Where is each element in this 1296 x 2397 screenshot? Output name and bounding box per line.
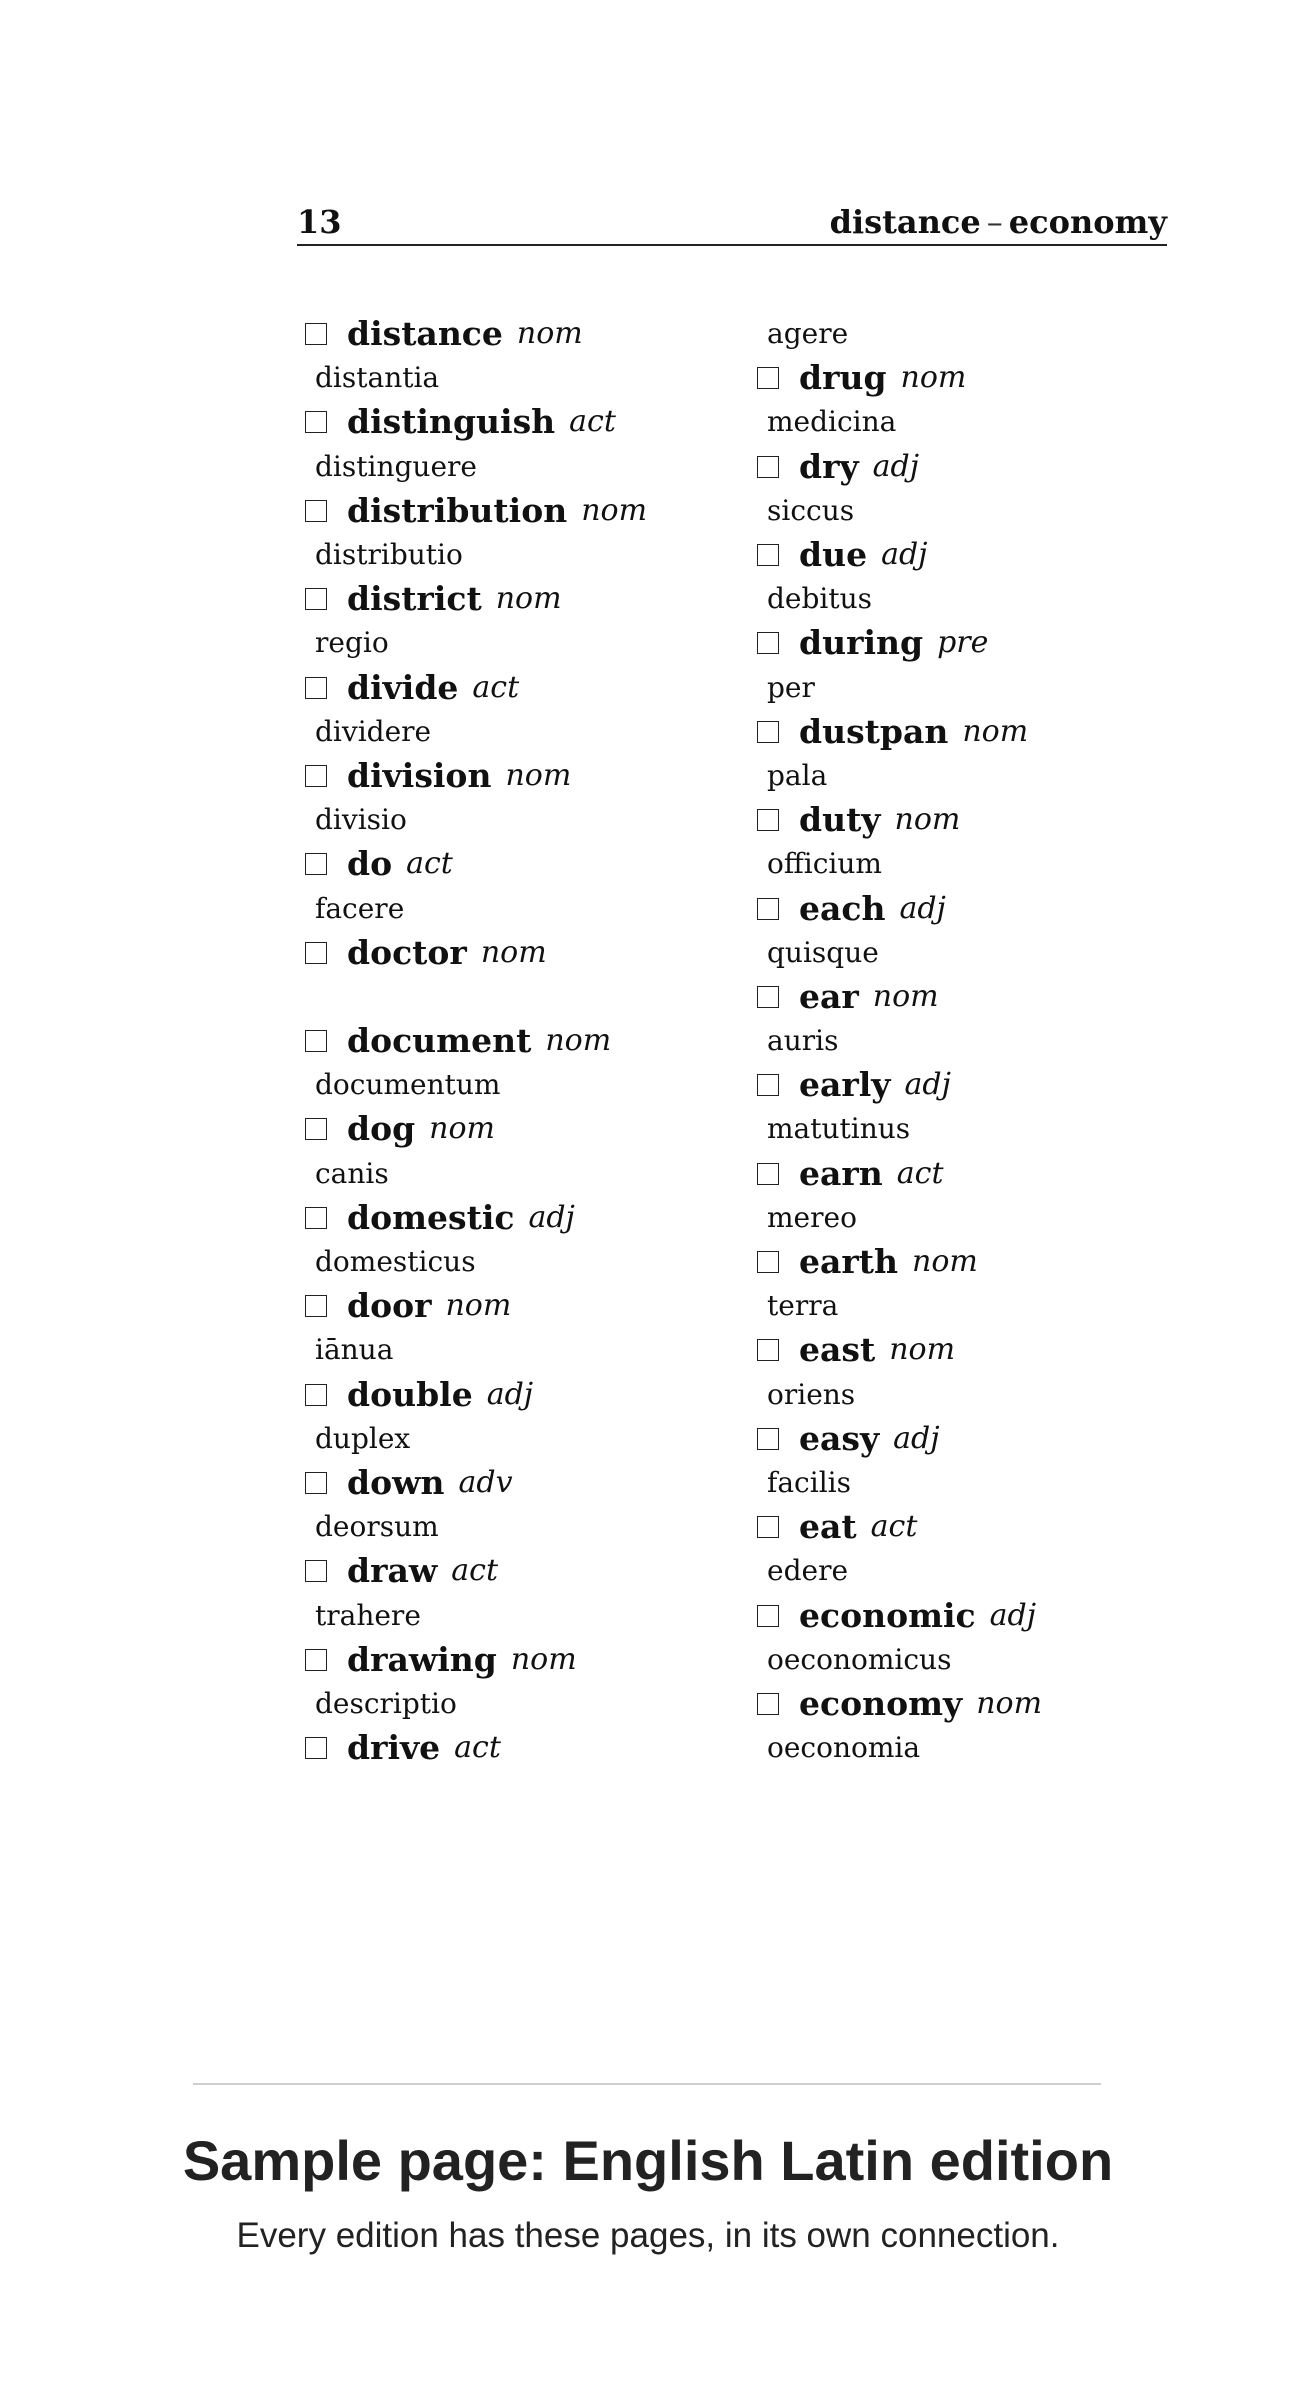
range-start: distance xyxy=(829,203,981,241)
headword: double xyxy=(347,1374,473,1414)
headword: ear xyxy=(799,976,859,1016)
translation: regio xyxy=(315,626,389,660)
entry-line xyxy=(305,1461,725,1505)
headword: economy xyxy=(799,1683,963,1723)
checkbox-icon[interactable] xyxy=(305,677,327,699)
checkbox-icon[interactable] xyxy=(305,853,327,875)
checkbox-icon[interactable] xyxy=(305,765,327,787)
checkbox-icon[interactable] xyxy=(757,898,779,920)
headword: easy xyxy=(799,1418,880,1458)
entry-line xyxy=(757,533,1177,577)
headword: dustpan xyxy=(799,711,949,751)
left-column xyxy=(305,312,725,1770)
entry-line xyxy=(757,1240,1177,1284)
entry-line xyxy=(757,356,1177,400)
entry-line xyxy=(305,489,725,533)
translation-line xyxy=(757,754,1177,798)
entry-line xyxy=(305,1549,725,1593)
checkbox-icon[interactable] xyxy=(757,1251,779,1273)
translation: auris xyxy=(767,1024,839,1058)
part-of-speech: adj xyxy=(528,1199,575,1235)
checkbox-icon[interactable] xyxy=(757,367,779,389)
entry-line xyxy=(757,445,1177,489)
translation: deorsum xyxy=(315,1510,439,1544)
translation: debitus xyxy=(767,582,873,616)
part-of-speech: nom xyxy=(510,1641,577,1677)
translation-line xyxy=(757,1284,1177,1328)
translation: mereo xyxy=(767,1200,857,1234)
translation-line xyxy=(305,1240,725,1284)
entry-line xyxy=(757,1328,1177,1372)
entry-line xyxy=(757,1505,1177,1549)
checkbox-icon[interactable] xyxy=(757,632,779,654)
translation: pala xyxy=(767,758,828,792)
part-of-speech: nom xyxy=(976,1685,1043,1721)
translation: canis xyxy=(315,1156,389,1190)
page-range xyxy=(830,204,1167,240)
translation: officium xyxy=(767,847,882,881)
range-end: economy xyxy=(1008,203,1167,241)
footer-title: Sample page: English Latin edition xyxy=(182,2129,1114,2192)
part-of-speech: adj xyxy=(486,1376,534,1412)
translation: documentum xyxy=(315,1068,501,1102)
checkbox-icon[interactable] xyxy=(757,809,779,831)
entry-line xyxy=(305,1196,725,1240)
entry-line xyxy=(757,886,1177,930)
part-of-speech: nom xyxy=(429,1111,496,1147)
part-of-speech: adj xyxy=(989,1597,1037,1633)
headword: door xyxy=(347,1286,432,1326)
checkbox-icon[interactable] xyxy=(757,721,779,743)
entry-line xyxy=(757,975,1177,1019)
translation: divisio xyxy=(315,803,407,837)
headword: dry xyxy=(799,446,859,486)
part-of-speech: nom xyxy=(912,1244,978,1280)
entry-line xyxy=(305,931,725,975)
checkbox-icon[interactable] xyxy=(757,1693,779,1715)
entry-line xyxy=(305,1726,725,1770)
checkbox-icon[interactable] xyxy=(305,1295,327,1317)
entry-line xyxy=(757,798,1177,842)
entry-line xyxy=(757,1417,1177,1461)
headword: east xyxy=(799,1330,876,1370)
checkbox-icon[interactable] xyxy=(305,1118,327,1140)
part-of-speech: nom xyxy=(545,1023,612,1059)
translation-line xyxy=(305,798,725,842)
headword: earn xyxy=(799,1153,883,1193)
part-of-speech: act xyxy=(870,1509,918,1545)
translation-line xyxy=(757,489,1177,533)
translation-line xyxy=(305,975,725,1019)
translation: per xyxy=(767,670,815,704)
checkbox-icon[interactable] xyxy=(305,323,327,345)
headword: each xyxy=(799,888,886,928)
checkbox-icon[interactable] xyxy=(757,456,779,478)
translation: oeconomicus xyxy=(767,1642,952,1676)
translation: trahere xyxy=(315,1598,421,1632)
headword: economic xyxy=(799,1595,976,1635)
page-number: 13 xyxy=(297,203,342,241)
headword: drug xyxy=(799,358,887,398)
translation-line xyxy=(305,621,725,665)
headword: draw xyxy=(347,1551,438,1591)
headword: earth xyxy=(799,1242,898,1282)
part-of-speech: nom xyxy=(495,581,562,617)
headword: divide xyxy=(347,667,459,707)
translation-line xyxy=(305,1417,725,1461)
translation-line xyxy=(757,1461,1177,1505)
page-header xyxy=(297,196,1167,246)
translation-line xyxy=(757,1196,1177,1240)
translation-line xyxy=(305,1682,725,1726)
translation-line xyxy=(305,356,725,400)
checkbox-icon[interactable] xyxy=(757,544,779,566)
entry-line xyxy=(305,754,725,798)
checkbox-icon[interactable] xyxy=(757,1428,779,1450)
headword: division xyxy=(347,755,492,795)
entry-line xyxy=(757,621,1177,665)
headword: domestic xyxy=(347,1197,515,1237)
translation: quisque xyxy=(767,935,879,969)
checkbox-icon[interactable] xyxy=(305,1207,327,1229)
translation-line xyxy=(757,1638,1177,1682)
translation: dividere xyxy=(315,714,432,748)
entry-line xyxy=(757,1593,1177,1637)
part-of-speech: adj xyxy=(899,890,946,926)
part-of-speech: adj xyxy=(904,1067,951,1103)
translation-line xyxy=(757,1549,1177,1593)
headword: distribution xyxy=(347,490,568,530)
translation-line xyxy=(757,842,1177,886)
translation-line xyxy=(757,931,1177,975)
entry-line xyxy=(305,577,725,621)
translation: iānua xyxy=(315,1333,394,1367)
checkbox-icon[interactable] xyxy=(305,1649,327,1671)
translation-line xyxy=(757,577,1177,621)
part-of-speech: act xyxy=(451,1553,499,1589)
translation-line xyxy=(305,1505,725,1549)
translation: siccus xyxy=(767,493,855,527)
entry-line xyxy=(305,666,725,710)
checkbox-icon[interactable] xyxy=(305,1737,327,1759)
headword: during xyxy=(799,623,924,663)
translation: terra xyxy=(767,1289,839,1323)
headword: doctor xyxy=(347,932,467,972)
part-of-speech: act xyxy=(896,1155,944,1191)
translation: facere xyxy=(315,891,405,925)
translation-line xyxy=(305,1593,725,1637)
translation: edere xyxy=(767,1554,849,1588)
translation: domesticus xyxy=(315,1245,476,1279)
checkbox-icon[interactable] xyxy=(305,1030,327,1052)
entry-line xyxy=(305,1284,725,1328)
translation: descriptio xyxy=(315,1686,457,1720)
headword: do xyxy=(347,844,393,884)
part-of-speech: act xyxy=(472,669,520,705)
part-of-speech: adv xyxy=(458,1464,513,1500)
footer-caption: Every edition has these pages, in its own connection. xyxy=(236,2216,1060,2255)
translation: matutinus xyxy=(767,1112,911,1146)
part-of-speech: nom xyxy=(480,934,547,970)
translation-line xyxy=(305,445,725,489)
checkbox-icon[interactable] xyxy=(305,942,327,964)
checkbox-icon[interactable] xyxy=(305,588,327,610)
checkbox-icon[interactable] xyxy=(305,500,327,522)
part-of-speech: act xyxy=(454,1730,501,1766)
checkbox-icon[interactable] xyxy=(305,1472,327,1494)
entry-line xyxy=(305,312,725,356)
headword: district xyxy=(347,579,482,619)
part-of-speech: nom xyxy=(872,978,939,1014)
part-of-speech: nom xyxy=(445,1288,512,1324)
translation: distinguere xyxy=(315,449,477,483)
translation: oeconomia xyxy=(767,1731,921,1765)
translation-line xyxy=(757,1373,1177,1417)
checkbox-icon[interactable] xyxy=(757,1339,779,1361)
checkbox-icon[interactable] xyxy=(757,1074,779,1096)
entry-line xyxy=(305,1638,725,1682)
checkbox-icon[interactable] xyxy=(757,1516,779,1538)
translation-line xyxy=(757,312,1177,356)
part-of-speech: adj xyxy=(872,448,920,484)
translation: distributio xyxy=(315,538,463,572)
entry-line xyxy=(757,1682,1177,1726)
entry-line xyxy=(305,400,725,444)
footer-divider xyxy=(193,2083,1101,2085)
part-of-speech: nom xyxy=(581,492,648,528)
checkbox-icon[interactable] xyxy=(757,1605,779,1627)
part-of-speech: nom xyxy=(962,713,1029,749)
translation: distantia xyxy=(315,361,440,395)
translation-line xyxy=(305,1152,725,1196)
translation-line xyxy=(305,1063,725,1107)
part-of-speech: nom xyxy=(516,316,583,352)
headword: dog xyxy=(347,1109,416,1149)
part-of-speech: adj xyxy=(881,537,928,573)
entry-line xyxy=(757,1063,1177,1107)
headword: due xyxy=(799,535,868,575)
translation: duplex xyxy=(315,1421,411,1455)
part-of-speech: nom xyxy=(900,360,967,396)
entry-line xyxy=(305,1373,725,1417)
checkbox-icon[interactable] xyxy=(757,1163,779,1185)
translation-line xyxy=(757,400,1177,444)
entry-line xyxy=(757,710,1177,754)
translation-line xyxy=(305,533,725,577)
headword: distinguish xyxy=(347,402,556,442)
checkbox-icon[interactable] xyxy=(757,986,779,1008)
part-of-speech: nom xyxy=(505,757,572,793)
headword: drive xyxy=(347,1728,441,1768)
range-separator: – xyxy=(986,203,1003,241)
translation-line xyxy=(305,886,725,930)
part-of-speech: act xyxy=(406,846,453,882)
entry-line xyxy=(305,1107,725,1151)
checkbox-icon[interactable] xyxy=(305,411,327,433)
translation-line xyxy=(757,666,1177,710)
headword: down xyxy=(347,1462,445,1502)
part-of-speech: adj xyxy=(893,1420,940,1456)
headword: early xyxy=(799,1065,891,1105)
entry-line xyxy=(305,842,725,886)
headword: distance xyxy=(347,314,503,354)
checkbox-icon[interactable] xyxy=(305,1560,327,1582)
entry-line xyxy=(757,1152,1177,1196)
headword: eat xyxy=(799,1507,857,1547)
translation-line xyxy=(305,710,725,754)
headword: drawing xyxy=(347,1639,497,1679)
part-of-speech: pre xyxy=(937,625,989,661)
translation: facilis xyxy=(767,1465,851,1499)
headword: duty xyxy=(799,800,881,840)
entry-line xyxy=(305,1019,725,1063)
translation: medicina xyxy=(767,405,897,439)
translation-line xyxy=(757,1019,1177,1063)
right-column xyxy=(757,312,1177,1770)
translation: oriens xyxy=(767,1377,856,1411)
translation-line xyxy=(305,1328,725,1372)
translation: agere xyxy=(767,317,849,351)
checkbox-icon[interactable] xyxy=(305,1384,327,1406)
part-of-speech: nom xyxy=(889,1332,956,1368)
headword: document xyxy=(347,1021,532,1061)
part-of-speech: act xyxy=(569,404,616,440)
part-of-speech: nom xyxy=(894,802,961,838)
translation-line xyxy=(757,1726,1177,1770)
translation-line xyxy=(757,1107,1177,1151)
